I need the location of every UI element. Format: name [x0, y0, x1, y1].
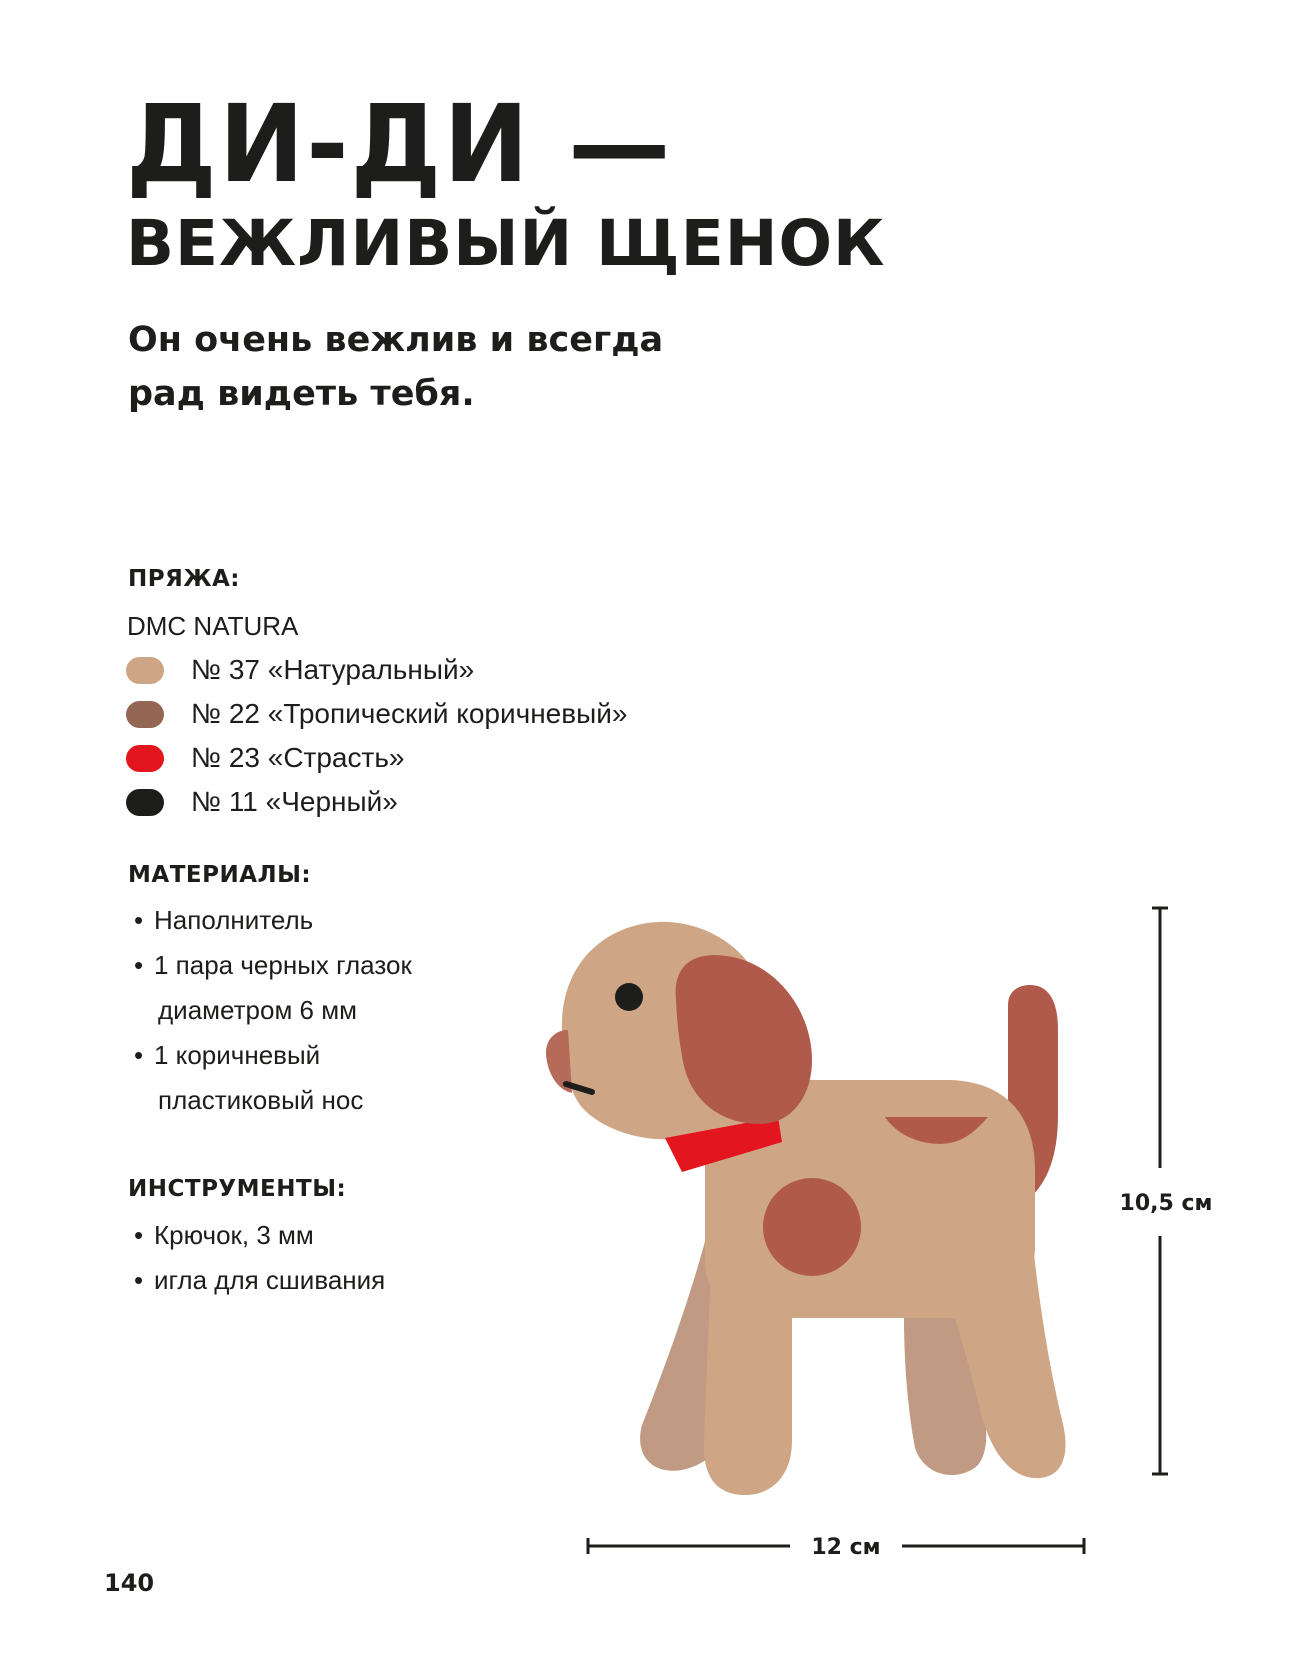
- yarn-brand: DMC NATURA: [127, 611, 299, 641]
- yarn-heading: ПРЯЖА:: [128, 566, 240, 592]
- list-item-text: 1 коричневый: [154, 1040, 321, 1070]
- height-label: 10,5 см: [1119, 1191, 1213, 1216]
- puppy-eye: [615, 983, 643, 1011]
- list-item-text: Крючок, 3 мм: [154, 1220, 314, 1250]
- list-item-text-continued: пластиковый нос: [158, 1085, 364, 1115]
- width-dimension: [588, 1535, 1084, 1560]
- list-item: • игла для сшивания: [134, 1265, 386, 1295]
- yarn-label: № 11 «Черный»: [191, 786, 398, 817]
- yarn-label: № 23 «Страсть»: [191, 742, 405, 773]
- puppy-front-leg: [704, 1240, 792, 1495]
- height-dimension: [1120, 908, 1213, 1474]
- yarn-label: № 22 «Тропический коричневый»: [191, 698, 628, 729]
- tools-heading: ИНСТРУМЕНТЫ:: [128, 1176, 347, 1202]
- subtitle: Он очень вежлив и всегда рад видеть тебя.: [128, 320, 664, 414]
- materials-heading: МАТЕРИАЛЫ:: [128, 862, 312, 888]
- list-item: • 1 пара черных глазок диаметром 6 мм: [132, 943, 412, 1033]
- yarn-label: № 37 «Натуральный»: [191, 654, 475, 685]
- page-number: 140: [104, 1569, 155, 1597]
- list-item-text-continued: диаметром 6 мм: [158, 995, 357, 1025]
- title-line-2: ВЕЖЛИВЫЙ ЩЕНОК: [126, 207, 886, 280]
- puppy-side-spot: [763, 1178, 861, 1276]
- title-line-1: ДИ-ДИ —: [126, 82, 673, 208]
- list-item-text: Наполнитель: [154, 905, 314, 935]
- list-item: • 1 коричневый пластиковый нос: [132, 1033, 412, 1123]
- list-item-text: игла для сшивания: [154, 1265, 386, 1295]
- list-item: • Наполнитель: [134, 905, 314, 935]
- width-label: 12 см: [811, 1535, 881, 1560]
- list-item: • Крючок, 3 мм: [134, 1220, 314, 1250]
- list-item-text: 1 пара черных глазок: [154, 950, 412, 980]
